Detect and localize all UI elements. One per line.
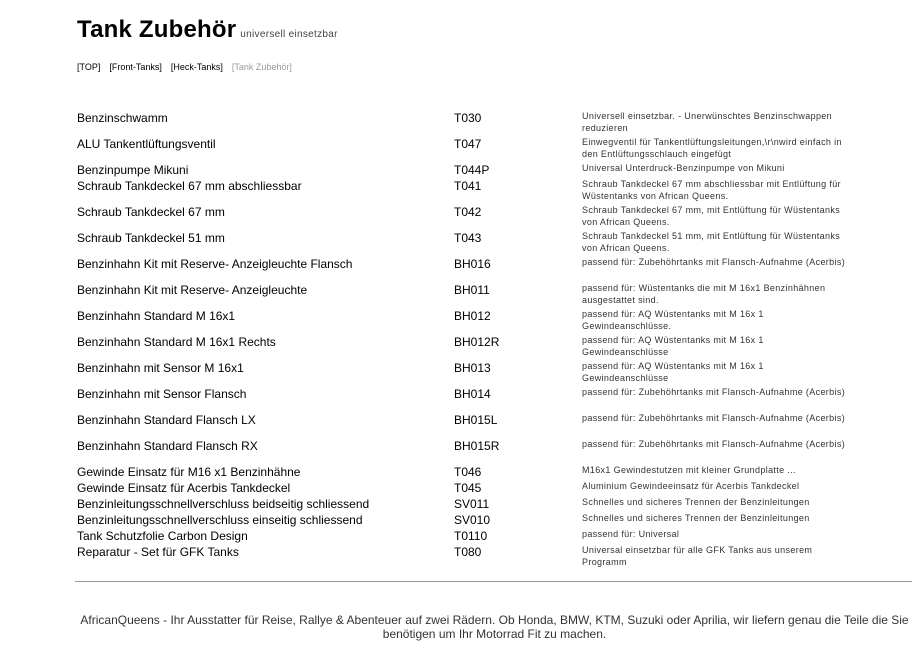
product-name[interactable]: Benzinhahn Kit mit Reserve- Anzeigleuchte Flansch xyxy=(77,257,353,271)
product-description: passend für: AQ Wüstentanks mit M 16x 1 Gewindeanschlüsse xyxy=(582,335,764,357)
product-name[interactable]: Benzinleitungsschnellverschluss einseitig schliessend xyxy=(77,513,363,527)
product-name[interactable]: Schraub Tankdeckel 67 mm abschliessbar xyxy=(77,179,302,193)
product-description: Schraub Tankdeckel 67 mm, mit Entlüftung für Wüstentanks von African Queens. xyxy=(582,205,841,227)
product-code: SV011 xyxy=(454,497,490,511)
product-description: passend für: AQ Wüstentanks mit M 16x 1 Gewindeanschlüsse. xyxy=(582,309,764,331)
nav-links xyxy=(77,62,301,72)
product-name[interactable]: Benzinhahn mit Sensor M 16x1 xyxy=(77,361,244,375)
product-description: Universal einsetzbar für alle GFK Tanks aus unserem Programm xyxy=(582,545,813,567)
footer-divider xyxy=(75,581,912,582)
product-code: T030 xyxy=(454,111,482,125)
product-code: T041 xyxy=(454,179,482,193)
product-description: passend für: Zubehöhrtanks mit Flansch-Aufnahme (Acerbis) xyxy=(582,439,846,449)
product-name[interactable]: Benzinpumpe Mikuni xyxy=(77,163,189,177)
product-code: T047 xyxy=(454,137,482,151)
product-code: SV010 xyxy=(454,513,491,527)
product-code: BH011 xyxy=(454,283,490,297)
product-name[interactable]: Schraub Tankdeckel 67 mm xyxy=(77,205,225,219)
product-code: T042 xyxy=(454,205,482,219)
nav-link-heck-tanks[interactable]: [Heck-Tanks] xyxy=(170,62,223,72)
product-description: Schnelles und sicheres Trennen der Benzinleitungen xyxy=(582,497,810,507)
product-name[interactable]: Benzinhahn mit Sensor Flansch xyxy=(77,387,247,401)
product-description: Universal Unterdruck-Benzinpumpe von Mikuni xyxy=(582,163,785,173)
product-code: BH014 xyxy=(454,387,491,401)
product-code: BH012 xyxy=(454,309,491,323)
product-name[interactable]: Schraub Tankdeckel 51 mm xyxy=(77,231,225,245)
product-name[interactable]: Gewinde Einsatz für M16 x1 Benzinhähne xyxy=(77,465,301,479)
product-code: T045 xyxy=(454,481,482,495)
product-code: T046 xyxy=(454,465,482,479)
page-subtitle: universell einsetzbar xyxy=(240,29,338,40)
product-code: T080 xyxy=(454,545,482,559)
product-description: Schraub Tankdeckel 67 mm abschliessbar mit Entlüftung für Wüstentanks von African Queens. xyxy=(582,179,841,201)
product-name[interactable]: ALU Tankentlüftungsventil xyxy=(77,137,216,151)
nav-link-front-tanks[interactable]: [Front-Tanks] xyxy=(109,62,162,72)
product-name[interactable]: Benzinhahn Standard Flansch RX xyxy=(77,439,258,453)
product-description: passend für: Zubehöhrtanks mit Flansch-Aufnahme (Acerbis) xyxy=(582,387,846,397)
product-name[interactable]: Benzinleitungsschnellverschluss beidseitig schliessend xyxy=(77,497,370,511)
product-name[interactable]: Reparatur - Set für GFK Tanks xyxy=(77,545,239,559)
product-code: T0110 xyxy=(454,529,488,543)
product-description: passend für: Zubehöhrtanks mit Flansch-Aufnahme (Acerbis) xyxy=(582,413,846,423)
nav-link-tank-zubehoer[interactable]: [Tank Zubehör] xyxy=(231,62,292,72)
product-description: Schraub Tankdeckel 51 mm, mit Entlüftung für Wüstentanks von African Queens. xyxy=(582,231,841,253)
page-title xyxy=(77,16,338,44)
product-name[interactable]: Benzinschwamm xyxy=(77,111,168,125)
page-title-main: Tank Zubehör xyxy=(77,16,237,43)
footer-text: AfricanQueens - Ihr Ausstatter für Reise, Rallye & Abenteuer auf zwei Rädern. Ob Honda, BMW, KTM, Suzuki oder Aprilia, wir liefern genau die Teile die Sie benötigen um Ihr Motorrad Fit zu machen. xyxy=(80,613,909,641)
product-code: BH015R xyxy=(454,439,500,453)
product-code: BH012R xyxy=(454,335,500,349)
product-name[interactable]: Benzinhahn Standard M 16x1 Rechts xyxy=(77,335,276,349)
product-description: Universell einsetzbar. - Unerwünschtes Benzinschwappen reduzieren xyxy=(582,111,833,133)
product-code: T043 xyxy=(454,231,482,245)
product-code: T044P xyxy=(454,163,490,177)
product-code: BH015L xyxy=(454,413,498,427)
nav-link-top[interactable]: [TOP] xyxy=(77,62,101,72)
product-code: BH016 xyxy=(454,257,491,271)
product-description: passend für: Wüstentanks die mit M 16x1 Benzinhähnen ausgestattet sind. xyxy=(582,283,826,305)
product-code: BH013 xyxy=(454,361,491,375)
product-description: Einwegventil für Tankentlüftungsleitungen,\r\nwird einfach in den Entlüftungsschlauch eingefügt xyxy=(582,137,842,159)
product-description: Aluminium Gewindeeinsatz für Acerbis Tankdeckel xyxy=(582,481,800,491)
product-name[interactable]: Benzinhahn Standard M 16x1 xyxy=(77,309,236,323)
product-name[interactable]: Benzinhahn Standard Flansch LX xyxy=(77,413,256,427)
product-description: Schnelles und sicheres Trennen der Benzinleitungen xyxy=(582,513,810,523)
product-name[interactable]: Tank Schutzfolie Carbon Design xyxy=(77,529,248,543)
product-name[interactable]: Benzinhahn Kit mit Reserve- Anzeigleuchte xyxy=(77,283,308,297)
product-description: passend für: AQ Wüstentanks mit M 16x 1 Gewindeanschlüsse xyxy=(582,361,764,383)
product-description: passend für: Zubehöhrtanks mit Flansch-Aufnahme (Acerbis) xyxy=(582,257,846,267)
product-description: passend für: Universal xyxy=(582,529,680,539)
product-name[interactable]: Gewinde Einsatz für Acerbis Tankdeckel xyxy=(77,481,291,495)
product-description: M16x1 Gewindestutzen mit kleiner Grundplatte ... xyxy=(582,465,796,475)
